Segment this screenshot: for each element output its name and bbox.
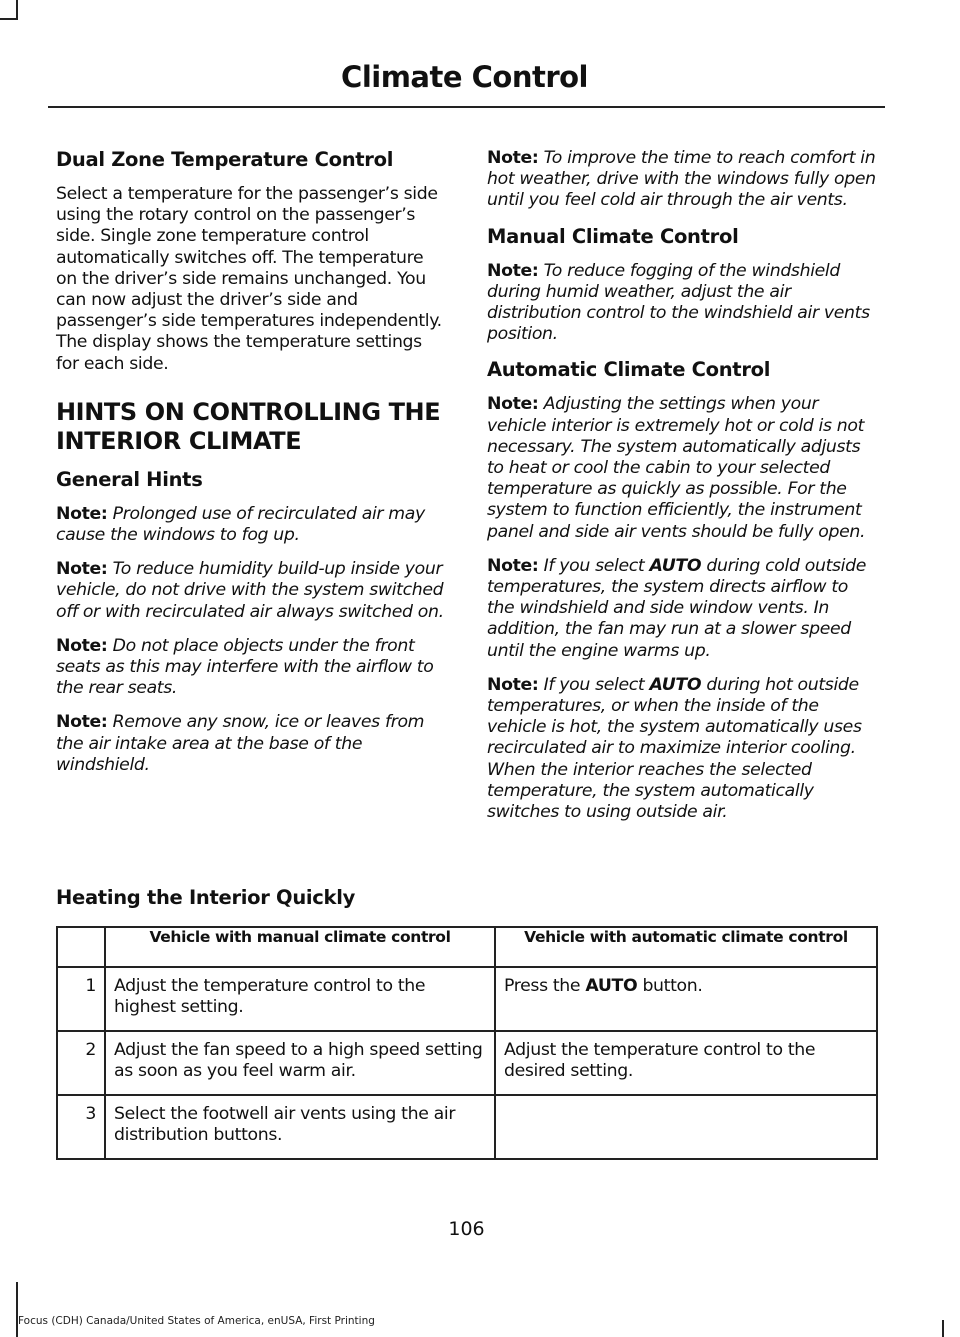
note-label: Note: [56, 503, 108, 524]
note-label: Note: [487, 394, 539, 415]
section-heading-line1: HINTS ON CONTROLLING THE [56, 397, 441, 426]
manual-step: Adjust the temperature control to the highest setting. [105, 967, 495, 1031]
page-number: 106 [448, 1218, 485, 1240]
automatic-step [495, 967, 877, 1031]
crop-mark [16, 0, 18, 20]
note-text: To reduce fogging of the windshield during humid weather, adjust the air distribution control to the windshield air vents position. [487, 260, 870, 345]
manual-climate-heading: Manual Climate Control [487, 224, 739, 248]
page-title: Climate Control [341, 60, 588, 94]
step-number: 1 [57, 967, 105, 1031]
automatic-step [495, 1095, 877, 1159]
automatic-step-pre: Press the [504, 976, 586, 996]
crop-mark [942, 1320, 944, 1337]
table-row [57, 1095, 877, 1159]
note [487, 675, 879, 823]
note [487, 148, 879, 212]
automatic-step [495, 1031, 877, 1095]
note-text-post: during hot outside temperatures, or when the inside of the vehicle is hot, the system automatically uses recirculated air to maximize interior cooling. When the interior reaches the selected temperature, the system automatically switches to using outside air. [487, 674, 862, 823]
note-text: To improve the time to reach comfort in hot weather, drive with the windows fully open until you feel cold air through the air vents. [487, 148, 876, 211]
auto-keyword: AUTO [585, 976, 638, 996]
manual-step: Adjust the fan speed to a high speed setting as soon as you feel warm air. [105, 1031, 495, 1095]
note-text-pre: If you select [543, 555, 650, 576]
step-number: 2 [57, 1031, 105, 1095]
note-label: Note: [487, 674, 539, 695]
section-heading [56, 398, 448, 456]
automatic-climate-heading: Automatic Climate Control [487, 358, 771, 382]
note-label: Note: [487, 260, 539, 281]
note-text: Do not place objects under the front seats as this may interfere with the airflow to the rear seats. [56, 635, 434, 699]
manual-step: Select the footwell air vents using the air distribution buttons. [105, 1095, 495, 1159]
note-text-post: during cold outside temperatures, the system directs airflow to the windshield and side window vents. In addition, the fan may run at a slower speed until the engine warms up. [487, 555, 867, 661]
general-hints-heading: General Hints [56, 467, 203, 491]
note-text: Remove any snow, ice or leaves from the air intake area at the base of the windshield. [56, 712, 425, 775]
table-row [57, 967, 877, 1031]
note [56, 559, 448, 623]
heating-table [56, 926, 878, 1160]
crop-mark [0, 18, 18, 20]
note-label: Note: [56, 559, 108, 580]
note-text: Prolonged use of recirculated air may cause the windows to fog up. [56, 503, 425, 546]
footer-text: Focus (CDH) Canada/United States of America, enUSA, First Printing [18, 1315, 375, 1327]
note [56, 504, 448, 546]
table-header-automatic: Vehicle with automatic climate control [495, 927, 877, 967]
heating-heading: Heating the Interior Quickly [56, 886, 356, 909]
note-text: Adjusting the settings when your vehicle interior is extremely hot or cold is not necessary. The system automatically adjusts to heat or cool the cabin to your selected temperature as quickly as possible. For the system to function efficiently, the instrument panel and side air vents should be fully open. [487, 394, 866, 542]
table-row [57, 1031, 877, 1095]
note [487, 261, 879, 346]
right-column [487, 148, 879, 836]
note [56, 636, 448, 700]
section-heading-line2: INTERIOR CLIMATE [56, 426, 302, 455]
note-label: Note: [487, 148, 539, 168]
note-label: Note: [56, 635, 108, 656]
auto-keyword: AUTO [649, 674, 702, 695]
table-header-manual: Vehicle with manual climate control [105, 927, 495, 967]
table-header-blank [57, 927, 105, 967]
dual-zone-heading: Dual Zone Temperature Control [56, 148, 394, 171]
left-column [56, 148, 448, 789]
automatic-step-post: button. [637, 976, 703, 996]
dual-zone-text: Select a temperature for the passenger’s side using the rotary control on the passenger’s side. Single zone temperature control automatically switches off. The temperature on the driver’s side remains unchanged. You can now adjust the driver’s side and passenger’s side temperatures independently. The display shows the temperature settings for each side. [56, 184, 442, 374]
note [56, 712, 448, 776]
step-number: 3 [57, 1095, 105, 1159]
note [487, 394, 879, 542]
note-text-pre: If you select [543, 674, 650, 695]
auto-keyword: AUTO [649, 555, 702, 576]
automatic-step-pre: Adjust the temperature control to the desired setting. [504, 1040, 816, 1081]
header-divider [48, 106, 885, 108]
note-text: To reduce humidity build-up inside your vehicle, do not drive with the system switched off or with recirculated air always switched on. [56, 559, 444, 622]
note-label: Note: [56, 712, 108, 733]
table-header-row [57, 927, 877, 967]
crop-mark [16, 1282, 18, 1337]
note-label: Note: [487, 555, 539, 576]
note [487, 556, 879, 662]
